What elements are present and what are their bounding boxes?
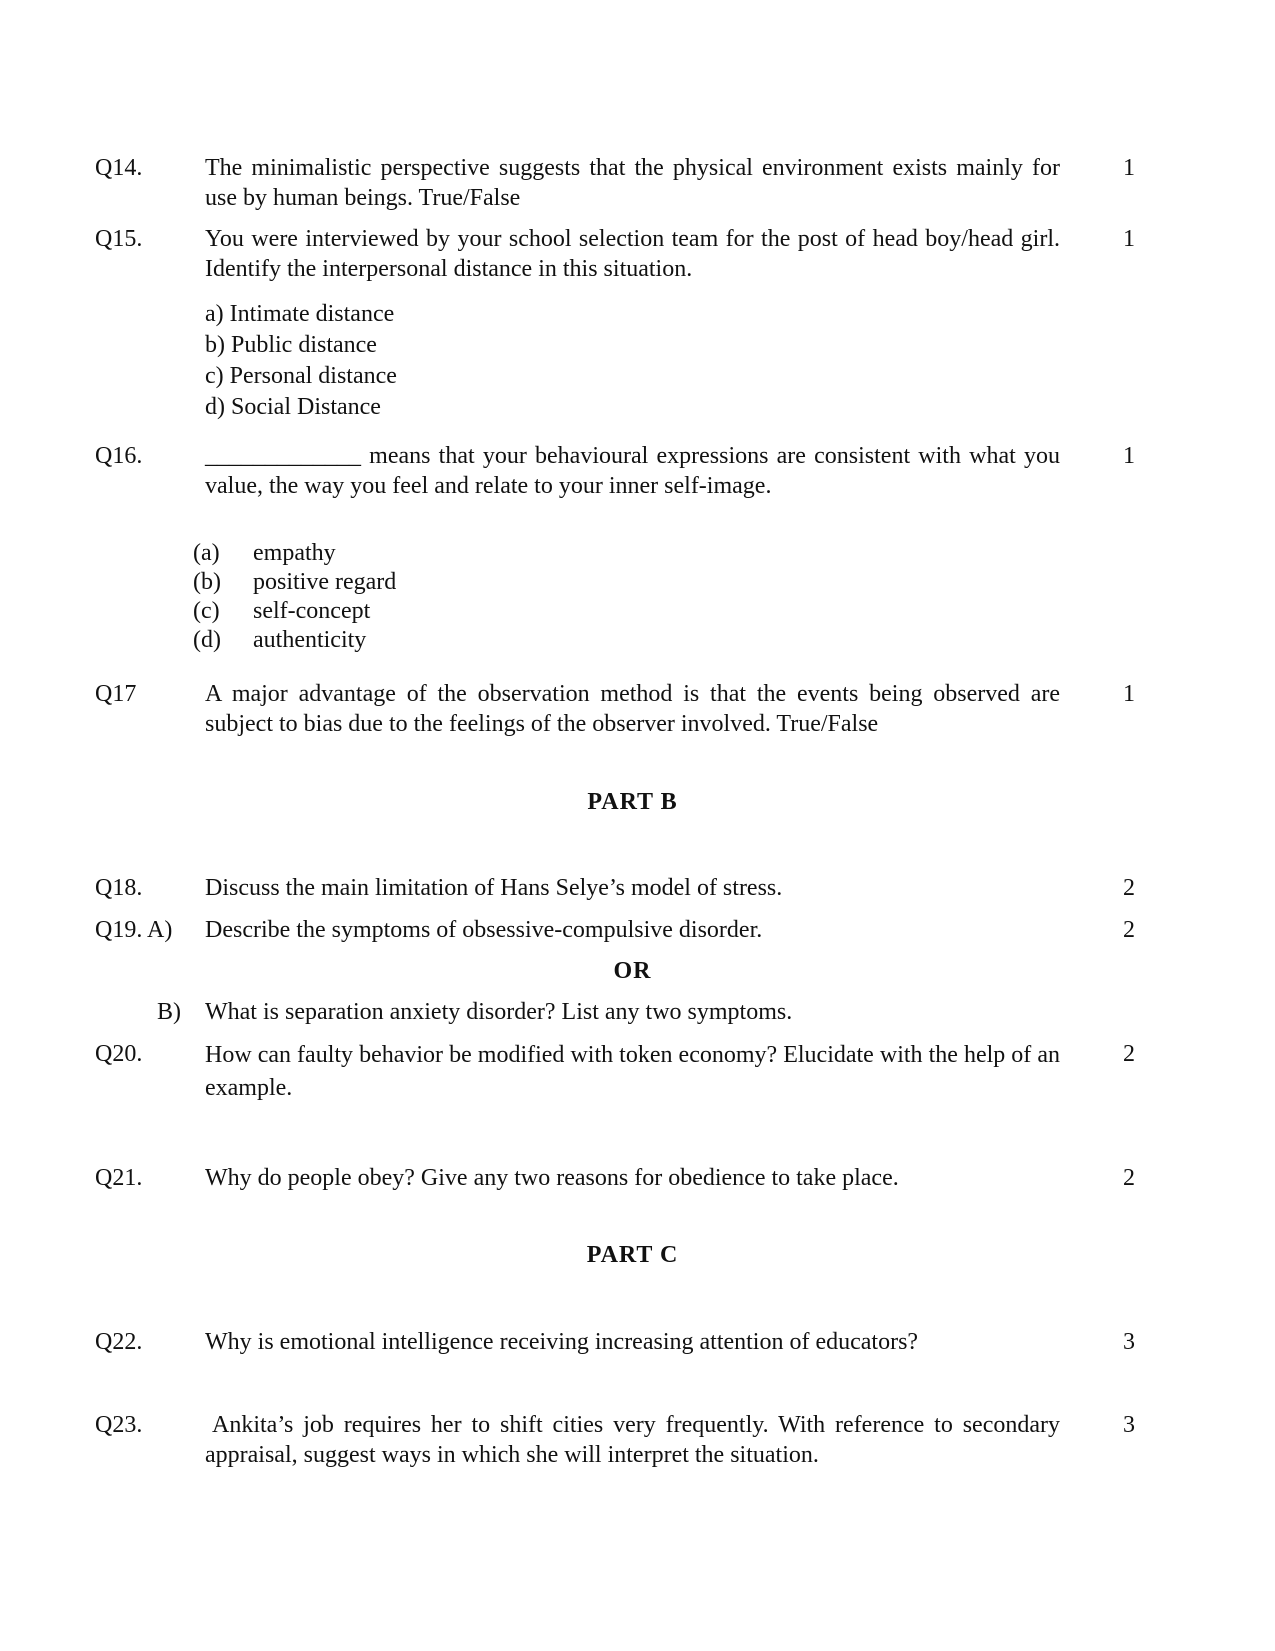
option-label: (a) (193, 540, 220, 566)
question-marks: 2 (1123, 1165, 1135, 1191)
question-marks: 1 (1123, 681, 1135, 707)
question-number: Q17 (95, 681, 137, 707)
option-b: b) Public distance (205, 332, 377, 358)
question-sublabel: B) (157, 999, 181, 1025)
question-marks: 2 (1123, 1041, 1135, 1067)
option-c: c) Personal distance (205, 363, 397, 389)
question-text: A major advantage of the observation method is that the events being observed are subject to bias due to the feelings of the observer involved. True/False (205, 681, 1060, 737)
question-text: Describe the symptoms of obsessive-compulsive disorder. (205, 917, 763, 943)
question-text: How can faulty behavior be modified with token economy? Elucidate with the help of an example. (205, 1042, 1060, 1101)
question-number: Q14. (95, 155, 143, 181)
question-text: The minimalistic perspective suggests that the physical environment exists mainly for use by human beings. True/False (205, 155, 1060, 211)
question-marks: 1 (1123, 443, 1135, 469)
question-text: You were interviewed by your school selection team for the post of head boy/head girl. Identify the interpersonal distance in this situation. (205, 226, 1060, 282)
question-text: _____________ means that your behavioural expressions are consistent with what you value, the way you feel and relate to your inner self-image. (205, 443, 1060, 499)
question-text-b: What is separation anxiety disorder? List any two symptoms. (205, 999, 793, 1025)
question-text: Why do people obey? Give any two reasons for obedience to take place. (205, 1165, 899, 1191)
question-text: Discuss the main limitation of Hans Selye’s model of stress. (205, 875, 783, 901)
option-text: authenticity (253, 627, 367, 653)
or-divider: OR (613, 958, 652, 984)
question-marks: 3 (1123, 1329, 1135, 1355)
part-b-heading: PART B (587, 789, 678, 815)
option-label: (d) (193, 627, 221, 653)
option-text: self-concept (253, 598, 371, 624)
question-marks: 2 (1123, 917, 1135, 943)
question-marks: 3 (1123, 1412, 1135, 1438)
question-number: Q21. (95, 1165, 143, 1191)
question-marks: 2 (1123, 875, 1135, 901)
option-d: d) Social Distance (205, 394, 381, 420)
option-a: a) Intimate distance (205, 301, 395, 327)
option-label: (c) (193, 598, 220, 624)
option-label: (b) (193, 569, 221, 595)
question-marks: 1 (1123, 226, 1135, 252)
question-text: Ankita’s job requires her to shift cities very frequently. With reference to secondary appraisal, suggest ways in which she will interpret the situation. (205, 1412, 1060, 1468)
option-text: empathy (253, 540, 336, 566)
question-marks: 1 (1123, 155, 1135, 181)
option-text: positive regard (253, 569, 397, 595)
question-number: Q22. (95, 1329, 143, 1355)
question-text: Why is emotional intelligence receiving increasing attention of educators? (205, 1329, 919, 1355)
question-number: Q18. (95, 875, 143, 901)
question-number: Q19. A) (95, 917, 173, 943)
question-number: Q15. (95, 226, 143, 252)
part-c-heading: PART C (586, 1242, 679, 1268)
question-number: Q20. (95, 1041, 143, 1067)
question-number: Q23. (95, 1412, 143, 1438)
question-number: Q16. (95, 443, 143, 469)
